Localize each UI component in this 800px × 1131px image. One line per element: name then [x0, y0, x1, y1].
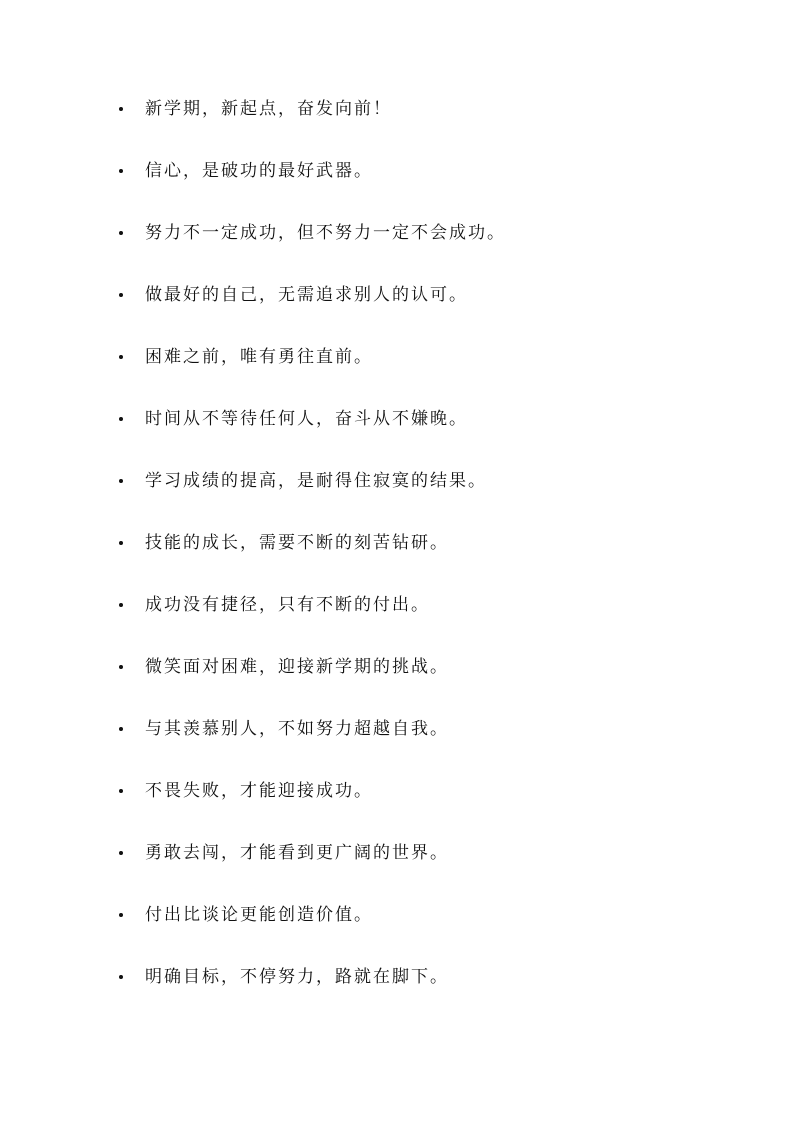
quote-text: 时间从不等待任何人，奋斗从不嫌晚。	[145, 409, 468, 429]
bullet-icon	[119, 727, 123, 731]
list-item	[119, 959, 739, 1021]
quote-text: 信心，是破功的最好武器。	[145, 161, 373, 181]
list-item	[119, 587, 739, 649]
quote-text: 明确目标，不停努力，路就在脚下。	[145, 967, 449, 987]
quote-text: 做最好的自己，无需追求别人的认可。	[145, 285, 468, 305]
list-item	[119, 525, 739, 587]
bullet-icon	[119, 603, 123, 607]
bullet-icon	[119, 107, 123, 111]
bullet-icon	[119, 851, 123, 855]
list-item	[119, 215, 739, 277]
list-item	[119, 91, 739, 153]
bullet-icon	[119, 479, 123, 483]
list-item	[119, 835, 739, 897]
list-item	[119, 339, 739, 401]
bullet-icon	[119, 169, 123, 173]
quote-text: 技能的成长，需要不断的刻苦钻研。	[145, 533, 449, 553]
quote-text: 付出比谈论更能创造价值。	[145, 905, 373, 925]
bullet-icon	[119, 789, 123, 793]
list-item	[119, 897, 739, 959]
quote-text: 努力不一定成功，但不努力一定不会成功。	[145, 223, 506, 243]
list-item	[119, 649, 739, 711]
quote-text: 成功没有捷径，只有不断的付出。	[145, 595, 430, 615]
bullet-icon	[119, 417, 123, 421]
bullet-icon	[119, 293, 123, 297]
bullet-icon	[119, 665, 123, 669]
quote-text: 不畏失败，才能迎接成功。	[145, 781, 373, 801]
list-item	[119, 153, 739, 215]
list-item	[119, 277, 739, 339]
bullet-icon	[119, 231, 123, 235]
quote-list	[119, 91, 739, 1021]
quote-text: 新学期，新起点，奋发向前！	[145, 99, 392, 119]
bullet-icon	[119, 913, 123, 917]
bullet-icon	[119, 541, 123, 545]
quote-text: 微笑面对困难，迎接新学期的挑战。	[145, 657, 449, 677]
list-item	[119, 711, 739, 773]
bullet-icon	[119, 975, 123, 979]
list-item	[119, 401, 739, 463]
list-item	[119, 773, 739, 835]
quote-text: 与其羡慕别人，不如努力超越自我。	[145, 719, 449, 739]
quote-text: 困难之前，唯有勇往直前。	[145, 347, 373, 367]
bullet-icon	[119, 355, 123, 359]
list-item	[119, 463, 739, 525]
quote-text: 学习成绩的提高，是耐得住寂寞的结果。	[145, 471, 487, 491]
quote-text: 勇敢去闯，才能看到更广阔的世界。	[145, 843, 449, 863]
